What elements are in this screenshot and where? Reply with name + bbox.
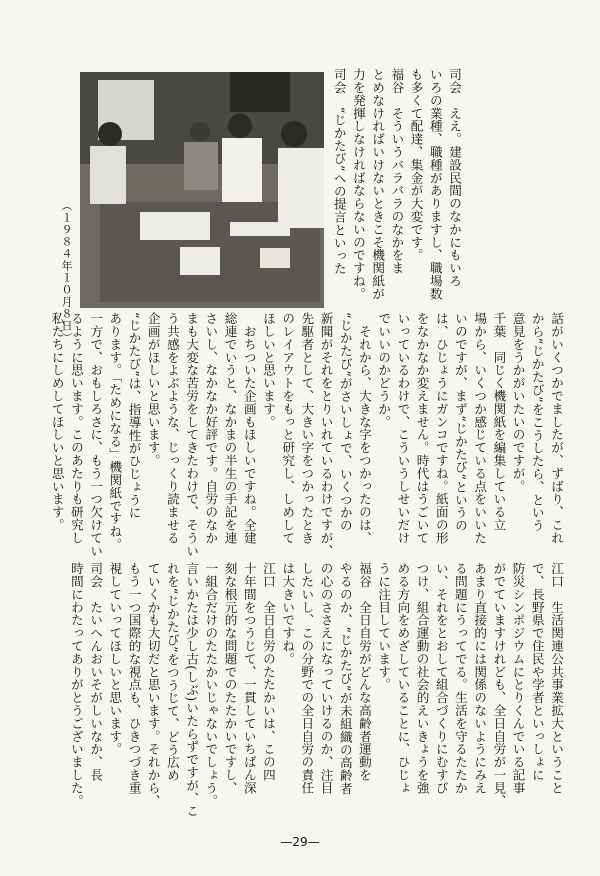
dialogue-top: 司会 ええ。建設民間のなかにもいろ いろの業種、職種がありますし、職場数 も多くて配達、集金が大変です。 福谷 そういうバラバラのなかをま とめなければいけないときこそ機関紙が 力を発揮しなければならないのですね。 司会 “じかたび”への提言といった bbox=[331, 68, 462, 301]
dialogue-middle: 話がいくつかでましたが、ずばり、これ から“じかたび”をこうしたら、という 意見をうかがいたいのですが。 千葉 同じく機関紙を編集している立 場から、いくつか感じている点をいいた いのですが、まず“じかたび”というの は、ひじょうにガンコですね。紙面の形 をなかなか変えません。時代はうごいて いっているわけで、こういうしせいだけ でいいのかどうか。 それから、大きな字をつかったのは、 “じかたび”がさいしょで、いくつかの 新聞がそれをとりいれているわけですが、 先駆者として、大きい字をつかったとき のレイアウトをもっと研究し、しめして ほしいと思います。 おちついた企画もほしいですね。全建 総連でいうと、なかまの半生の手記を連 さいし、なかなか好評です。自労のなか まも大変な苦労をしてきたわけで、そうい う共感をよぶような、じっくり読ませる 企画がほしいと思います。 “じかたび”は、指導性がひじょうに あります。「ためになる」機関紙ですね。 一方で、おもしろさに、もう一つ欠けてい るように思います。このあたりも研究し 私たちにしめしてほしいと思います。 bbox=[49, 312, 564, 558]
group-photo-icon bbox=[80, 72, 324, 308]
page-number: —29— bbox=[280, 835, 320, 849]
photo-caption: （１９８４年１０月８日） bbox=[60, 200, 73, 344]
dialogue-bottom: 江口 生活関連公共事業拡大ということ で、長野県で住民や学者といっしょに 防災シンポジウムにとりくんでいる記事 がでていますけれども、全日自労が一見、 あまり直接的には関係のないようにみえ る問題にうってでる。生活を守るたたか い、それをとおして組合づくりにむすび つけ、組合運動の社会的えいきょうを強 める方向をめざしていることに、ひじょ うに注目しています。 福谷 全日自労がどんな高齢者運動を やるのか、“じかたび”が未組織の高齢者 の心のささえになっていけるのか、注目 したいし、この分野での全日自労の責任 は大きいですね。 江口 全日自労のたたかいは、この四 十年間をつうじて、一貫していちばん深 刻な根元的な問題でのたたかいですし、 一組合だけのたたかいじゃないでしょう。 言いかたは少し古(しぶ)いたらずですが、こ れを“じかたび”をつうじて、どう広め ていくかも大切だと思います。それから、 もう一つ国際的な視点も、ひきつづき重 視していってほしいと思います。 司会 たいへんおいそがしいなか、長 時間にわたってありがとうございました。 bbox=[68, 562, 564, 818]
